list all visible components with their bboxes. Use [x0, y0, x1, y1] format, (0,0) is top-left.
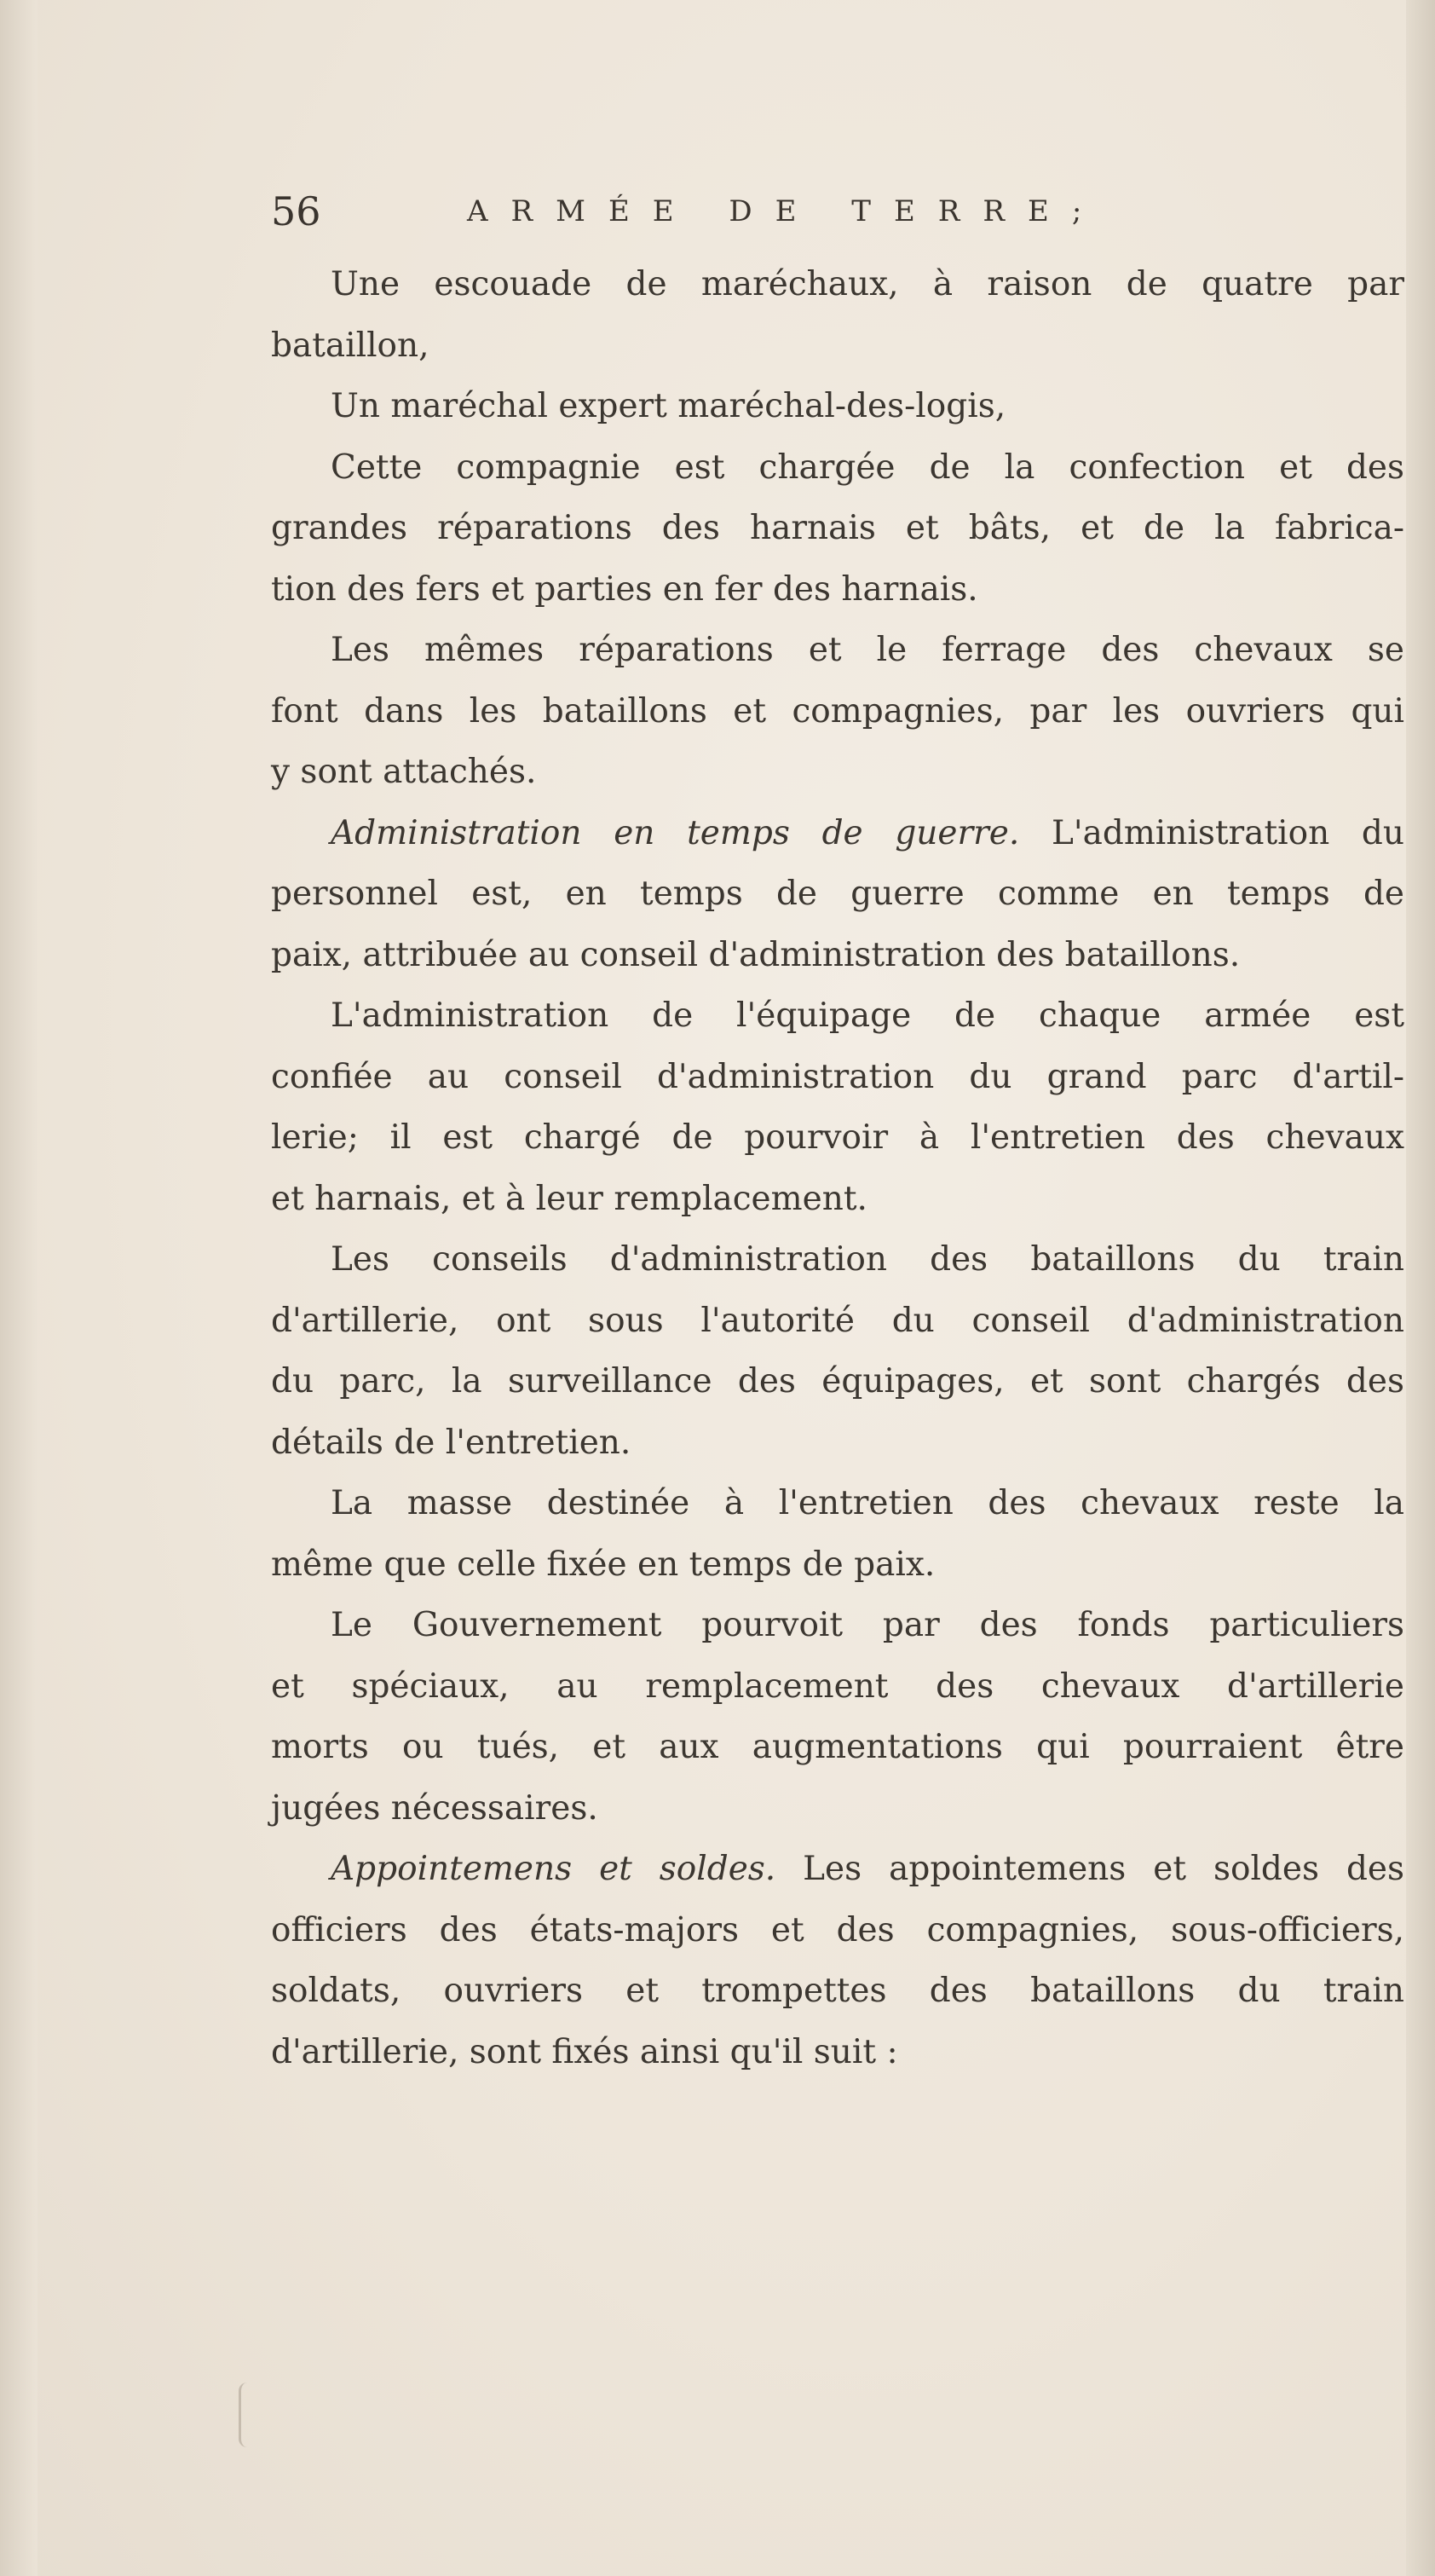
text-line: jugées nécessaires.: [271, 1788, 598, 1828]
text-line: tion des fers et parties en fer des harnais.: [271, 569, 978, 609]
section-heading: Administration en temps de guerre.: [331, 813, 1020, 852]
running-title: ARMÉE DE TERRE;: [467, 194, 1105, 228]
text-line: morts ou tués, et aux augmentations qui pourraient être: [271, 1728, 1404, 1766]
page-header: [271, 177, 1404, 245]
text-line: soldats, ouvriers et trompettes des bataillons du train: [271, 1972, 1404, 2010]
text-line: L'administration de l'équipage de chaque armée est: [331, 996, 1404, 1035]
text-line: même que celle fixée en temps de paix.: [271, 1545, 936, 1584]
text-line: font dans les bataillons et compagnies, par les ouvriers qui: [271, 691, 1404, 731]
section-heading-line: Administration en temps de guerre. L'administration du: [331, 813, 1404, 852]
text-line: Les mêmes réparations et le ferrage des chevaux se: [331, 631, 1404, 669]
text-line: et harnais, et à leur remplacement.: [271, 1179, 867, 1218]
text-line: Cette compagnie est chargée de la confection et des: [331, 448, 1404, 487]
text-line: grandes réparations des harnais et bâts, et de la fabrica-: [271, 509, 1404, 547]
text-line: La masse destinée à l'entretien des chevaux reste la: [331, 1484, 1404, 1522]
text-line: détails de l'entretien.: [271, 1423, 631, 1462]
text-line: officiers des états-majors et des compagnies, sous-officiers,: [271, 1910, 1404, 1949]
text-line: paix, attribuée au conseil d'administration des bataillons.: [271, 935, 1241, 974]
text-line: bataillon,: [271, 326, 429, 365]
text-line: Les conseils d'administration des bataillons du train: [331, 1240, 1404, 1279]
page-number: 56: [271, 188, 321, 234]
text-line: et spéciaux, au remplacement des chevaux d'artillerie: [271, 1666, 1404, 1706]
text-line: Une escouade de maréchaux, à raison de quatre par: [331, 265, 1404, 303]
section-heading-line: Appointemens et soldes. Les appointemens et soldes des: [331, 1850, 1404, 1888]
margin-mark: [239, 2383, 255, 2447]
text-line: d'artillerie, ont sous l'autorité du conseil d'administration: [271, 1301, 1404, 1340]
text-line: d'artillerie, sont fixés ainsi qu'il suit :: [271, 2032, 898, 2071]
text-line: y sont attachés.: [271, 753, 537, 791]
page-gutter: [0, 0, 37, 2576]
page-edge: [1406, 0, 1435, 2576]
text-line: personnel est, en temps de guerre comme en temps de: [271, 875, 1404, 913]
body-text: [271, 254, 1404, 2082]
text-line: du parc, la surveillance des équipages, et sont chargés des: [271, 1362, 1404, 1401]
text-line: lerie; il est chargé de pourvoir à l'entretien des chevaux: [271, 1118, 1404, 1157]
text-line: Le Gouvernement pourvoit par des fonds particuliers: [331, 1606, 1404, 1644]
text-line: confiée au conseil d'administration du grand parc d'artil-: [271, 1057, 1404, 1096]
text-line: Un maréchal expert maréchal-des-logis,: [331, 387, 1006, 425]
section-heading: Appointemens et soldes.: [331, 1850, 776, 1888]
